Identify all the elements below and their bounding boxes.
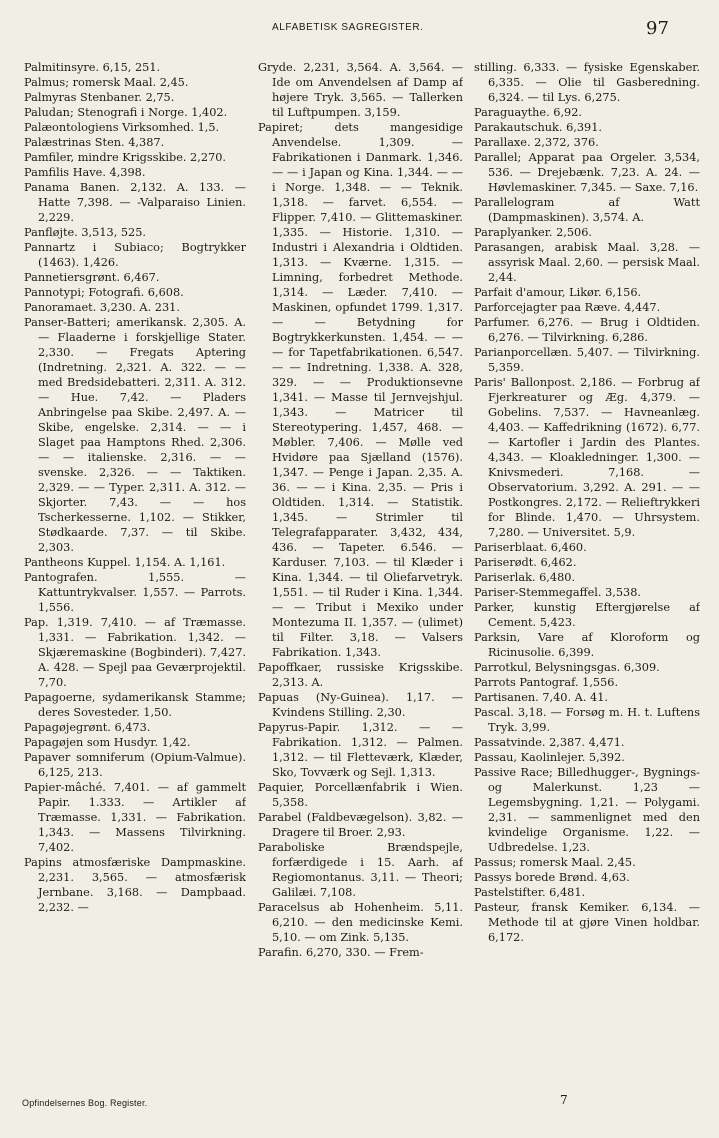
index-entry: Pap. 1,319. 7,410. — af Træmasse. 1,331. — Fabrikation. 1,342. — Skjæremaskine (Bogbinderi). 7,427. A. 428. — Spejl paa Geværprojektil. 7,70. (24, 616, 246, 689)
index-entry: Passive Race; Billedhugger-, Bygnings- og Malerkunst. 1,23 — Legemsbygning. 1,21. — Polygami. 2,31. — sammenlignet med den kvindelige Organisme. 1,22. — Udbredelse. 1,23. (474, 766, 700, 854)
index-entry: Pariserlak. 6,480. (474, 571, 576, 584)
index-entry: Parafin. 6,270, 330. — Frem- (258, 946, 424, 959)
index-entry: Parksin, Vare af Kloroform og Ricinusolie. 6,399. (474, 631, 700, 659)
index-entry: Parasangen, arabisk Maal. 3,28. — assyrisk Maal. 2,60. — persisk Maal. 2,44. (474, 241, 700, 284)
index-entry: Papuas (Ny-Guinea). 1,17. — Kvindens Stilling. 2,30. (258, 691, 463, 719)
index-entry: Pannetiersgrønt. 6,467. (24, 271, 160, 284)
index-entry: Paraguaythe. 6,92. (474, 106, 583, 119)
index-entry: Papoffkaer, russiske Krigsskibe. 2,313. A. (258, 661, 463, 689)
index-entry: Palmyras Stenbaner. 2,75. (24, 91, 175, 104)
index-entry: Pannotypi; Fotografi. 6,608. (24, 286, 184, 299)
index-entry: Panoramaet. 3,230. A. 231. (24, 301, 180, 314)
index-entry: Pariser-Stemmegaffel. 3,538. (474, 586, 642, 599)
index-entry: Passus; romersk Maal. 2,45. (474, 856, 636, 869)
footer-imprint: Opfindelsernes Bog. Register. (22, 1098, 148, 1108)
index-entry: Pamfiler, mindre Krigsskibe. 2,270. (24, 151, 226, 164)
index-entry: stilling. 6,333. — fysiske Egenskaber. 6,335. — Olie til Gasberedning. 6,324. — til Lys. 6,275. (474, 61, 700, 104)
index-entry: Paracelsus ab Hohenheim. 5,11. 6,210. — den medicinske Kemi. 5,10. — om Zink. 5,135. (258, 901, 463, 944)
index-entry: Pascal. 3,18. — Forsøg m. H. t. Luftens Tryk. 3,99. (474, 706, 700, 734)
index-column-1 (24, 60, 246, 1100)
index-entry: Panfløjte. 3,513, 525. (24, 226, 147, 239)
index-entry: Pamfilis Have. 4,398. (24, 166, 146, 179)
index-entry: Gryde. 2,231, 3,564. A. 3,564. — Ide om Anvendelsen af Damp af højere Tryk. 3,565. — Tallerken til Luftpumpen. 3,159. (258, 61, 463, 119)
index-entry: Paquier, Porcellænfabrik i Wien. 5,358. (258, 781, 463, 809)
index-entry: Palæontologiens Virksomhed. 1,5. (24, 121, 220, 134)
index-entry: Palmus; romersk Maal. 2,45. (24, 76, 189, 89)
index-entry: Parabel (Faldbevægelson). 3,82. — Dragere til Broer. 2,93. (258, 811, 463, 839)
index-entry: Pannartz i Subiaco; Bogtrykker (1463). 1,426. (24, 241, 246, 269)
index-entry: Paris' Ballonpost. 2,186. — Forbrug af Fjerkreaturer og Æg. 4,379. — Gobelins. 7,537. — Havneanlæg. 4,403. — Kaffedrikning (1672). 6,77. — Kartofler i Jardin des Plantes. 4,343. — Kloakledninger. 1,300. — Knivsmederi. 7,168. — Observatorium. 3,292. A. 291. — — Postkongres. 2,172. — Relieftrykkeri for Blinde. 1,470. — Uhrsystem. 7,280. — Universitet. 5,9. (474, 376, 700, 539)
index-entry: Panser-Batteri; amerikansk. 2,305. A. — Flaaderne i forskjellige Stater. 2,330. — Fregats Aptering (Indretning. 2,321. A. 322. — — med Bredsidebatteri. 2,311. A. 312. — Hue. 7,42. — Pladers Anbringelse paa Skibe. 2,497. A. — Skibe, engelske. 2,314. — — i Slaget paa Hamptons Rhed. 2,306. — — italienske. 2,316. — — svenske. 2,326. — — Taktiken. 2,329. — — Typer. 2,311. A. 312. — Skjorter. 7,43. — — hos Tscherkesserne. 1,102. — Stikker, Stødkaarde. 7,37. — til Skibe. 2,303. (24, 316, 246, 554)
index-entry: Partisanen. 7,40. A. 41. (474, 691, 608, 704)
index-entry: Parallaxe. 2,372, 376. (474, 136, 599, 149)
index-column-3 (474, 60, 700, 1100)
index-entry: Paraplyanker. 2,506. (474, 226, 593, 239)
index-entry: Papier-mâché. 7,401. — af gammelt Papir. 1.333. — Artikler af Træmasse. 1,331. — Fabrikation. 1,343. — Massens Tilvirkning. 7,402. (24, 781, 246, 854)
index-entry: Pantografen. 1,555. — Kattuntrykvalser. 1,557. — Parrots. 1,556. (24, 571, 246, 614)
index-entry: Parallelogram af Watt (Dampmaskinen). 3,574. A. (474, 196, 700, 224)
index-entry: Parrots Pantograf. 1,556. (474, 676, 619, 689)
index-entry: Parrotkul, Belysningsgas. 6,309. (474, 661, 660, 674)
page-number: 97 (646, 18, 669, 39)
index-entry: Pasteur, fransk Kemiker. 6,134. — Methode til at gjøre Vinen holdbar. 6,172. (474, 901, 700, 944)
index-entry: Papaver somniferum (Opium-Valmue). 6,125, 213. (24, 751, 246, 779)
index-entry: Papyrus-Papir. 1,312. — — Fabrikation. 1,312. — Palmen. 1,312. — til Fletteværk, Klæder, Sko, Tovværk og Sejl. 1,313. (258, 721, 463, 779)
index-entry: Pariserblaat. 6,460. (474, 541, 587, 554)
index-entry: Parfumer. 6,276. — Brug i Oldtiden. 6,276. — Tilvirkning. 6,286. (474, 316, 700, 344)
index-entry: Parfait d'amour, Likør. 6,156. (474, 286, 642, 299)
index-entry: Papins atmosfæriske Dampmaskine. 2,231. 3,565. — atmosfærisk Jernbane. 3,168. — Dampbaad. 2,232. — (24, 856, 246, 914)
index-entry: Palmitinsyre. 6,15, 251. (24, 61, 161, 74)
index-entry: Parker, kunstig Eftergjørelse af Cement. 5,423. (474, 601, 700, 629)
index-entry: Pariserødt. 6,462. (474, 556, 577, 569)
index-entry: Palæstrinas Sten. 4,387. (24, 136, 165, 149)
index-entry: Pantheons Kuppel. 1,154. A. 1,161. (24, 556, 226, 569)
index-entry: Passys borede Brønd. 4,63. (474, 871, 630, 884)
page-title: ALFABETISK SAGREGISTER. (272, 22, 424, 33)
index-entry: Pastelstifter. 6,481. (474, 886, 586, 899)
index-entry: Passau, Kaolinlejer. 5,392. (474, 751, 625, 764)
index-entry: Parforcejagter paa Ræve. 4,447. (474, 301, 661, 314)
index-entry: Passatvinde. 2,387. 4,471. (474, 736, 625, 749)
index-entry: Panama Banen. 2,132. A. 133. — Hatte 7,398. — -Valparaiso Linien. 2,229. (24, 181, 246, 224)
index-entry: Parakautschuk. 6,391. (474, 121, 602, 134)
index-column-2 (258, 60, 463, 1100)
index-entry: Paraboliske Brændspejle, forfærdigede i 15. Aarh. af Regiomontanus. 3,11. — Theori; Galilæi. 7,108. (258, 841, 463, 899)
index-entry: Parallel; Apparat paa Orgeler. 3,534, 536. — Drejebænk. 7,23. A. 24. — Høvlemaskiner. 7,345. — Saxe. 7,16. (474, 151, 700, 194)
index-entry: Papiret; dets mangesidige Anvendelse. 1,309. — Fabrikationen i Danmark. 1,346. — — i Japan og Kina. 1,344. — — i Norge. 1,348. — — Teknik. 1,318. — farvet. 6,554. — Flipper. 7,410. — Glittemaskiner. 1,335. — Historie. 1,310. — Industri i Alexandria i Oldtiden. 1,313. — Kværne. 1,315. — Limning, forbedret Methode. 1,314. — Læder. 7,410. — Maskinen, opfundet 1799. 1,317. — — Betydning for Bogtrykkerkunsten. 1,454. — — — for Tapetfabrikationen. 6,547. — — Indretning. 1,338. A. 328, 329. — — Produktionsevne 1,341. — Masse til Jernvejshjul. 1,343. — Matricer til Stereotypering. 1,457, 468. — Møbler. 7,406. — Mølle ved Hvidøre paa Sjælland (1576). 1,347. — Penge i Japan. 2,35. A. 36. — — i Kina. 2,35. — Pris i Oldtiden. 1,314. — Statistik. 1,345. — Strimler til Telegrafapparater. 3,432, 434, 436. — Tapeter. 6.546. — Karduser. 7,103. — til Klæder i Kina. 1,344. — til Oliefarvetryk. 1,551. — til Ruder i Kina. 1,344. — — Tribut i Mexiko under Montezuma II. 1,357. — (ulimet) til Filter. 3,18. — Valsers Fabrikation. 1,343. (258, 121, 463, 659)
printer-signature: 7 (560, 1093, 568, 1107)
running-head (0, 18, 719, 42)
index-entry: Paludan; Stenografi i Norge. 1,402. (24, 106, 228, 119)
index-entry: Papagoerne, sydamerikansk Stamme; deres Sovesteder. 1,50. (24, 691, 246, 719)
index-entry: Papagøjen som Husdyr. 1,42. (24, 736, 191, 749)
index-entry: Papagøjegrønt. 6,473. (24, 721, 151, 734)
index-entry: Parianporcellæn. 5,407. — Tilvirkning. 5,359. (474, 346, 700, 374)
